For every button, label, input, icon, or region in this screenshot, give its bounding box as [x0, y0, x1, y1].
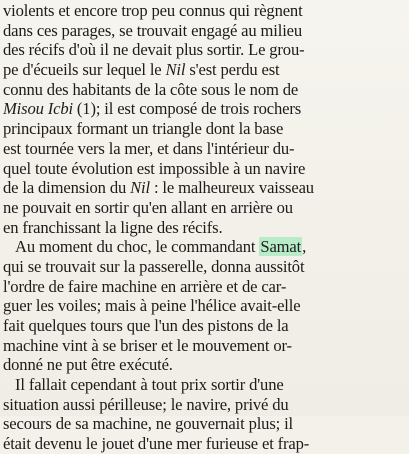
text-line: [3, 296, 405, 316]
text-line: [3, 178, 405, 198]
text-line: [3, 159, 405, 179]
text-line: [3, 257, 405, 277]
text-run: Il fallait cependant à tout prix sortir d'une: [15, 375, 284, 395]
text-run: l'ordre de faire machine en arrière et de car-: [3, 276, 287, 296]
text-line: [3, 80, 405, 100]
text-line: [3, 40, 405, 60]
text-run: en franchissant la ligne des récifs.: [3, 217, 223, 237]
text-run: est tournée vers la mer, et dans l'intérieur du-: [3, 138, 295, 158]
text-line: [3, 355, 405, 375]
text-line: [3, 139, 405, 159]
text-line: [3, 119, 405, 139]
text-run: était devenu le jouet d'une mer furieuse et frap-: [3, 434, 310, 454]
text-run: de la dimension du: [3, 178, 131, 198]
paragraph: [3, 1, 405, 237]
text-line: [3, 277, 405, 297]
text-run: : le malheureux vaisseau: [149, 178, 314, 198]
text-line: [3, 60, 405, 80]
text-line: [3, 336, 405, 356]
text-run: quel toute évolution est impossible à un navire: [3, 158, 306, 178]
text-run: connu des habitants de la côte sous le nom de: [3, 79, 299, 99]
italic-run: Misou Icbi: [3, 99, 73, 119]
italic-run: Nil: [130, 178, 150, 198]
text-line: [3, 21, 405, 41]
italic-run: Nil: [165, 60, 186, 80]
text-line: [3, 395, 405, 415]
text-run: violents et encore trop peu connus qui règnent: [3, 1, 303, 20]
paragraph: [3, 237, 405, 375]
text-run: ,: [302, 237, 307, 257]
text-run: ne pouvait en sortir qu'en allant en arrière ou: [3, 197, 293, 217]
text-line: [3, 434, 405, 454]
text-run: secours de sa machine, ne gouvernait plus; il: [3, 414, 294, 434]
text-run: fait quelques tours que l'un des pistons de la: [3, 316, 289, 335]
text-line: [3, 414, 405, 434]
text-run: pe d'écueils sur lequel le: [3, 60, 166, 80]
paragraph: [3, 375, 405, 454]
text-run: (1); il est composé de trois rochers: [72, 99, 302, 119]
text-run: qui se trouvait sur la passerelle, donna aussitôt: [3, 256, 305, 276]
text-run: s'est perdu est: [185, 60, 280, 80]
text-run: dans ces parages, se trouvait engagé au milieu: [3, 20, 303, 40]
text-run: guer les voiles; mais à peine l'hélice avait-elle: [3, 296, 301, 316]
article-text: [3, 1, 405, 454]
text-run: principaux formant un triangle dont la base: [3, 119, 284, 139]
text-line: [3, 198, 405, 218]
text-run: Au moment du choc, le commandant: [15, 237, 260, 257]
highlighted-word: Samat: [260, 237, 302, 257]
text-run: machine vint à se briser et le mouvement or-: [3, 335, 292, 355]
text-run: donné ne put être exécuté.: [3, 355, 173, 375]
text-line: [3, 316, 405, 336]
text-line: [3, 99, 405, 119]
text-line: [3, 218, 405, 238]
text-line: [3, 375, 405, 395]
text-run: des récifs d'où il ne devait plus sortir. Le grou-: [3, 40, 305, 60]
text-line: [3, 1, 405, 21]
text-line: [3, 237, 405, 257]
text-run: situation aussi périlleuse; le navire, privé du: [3, 394, 289, 414]
